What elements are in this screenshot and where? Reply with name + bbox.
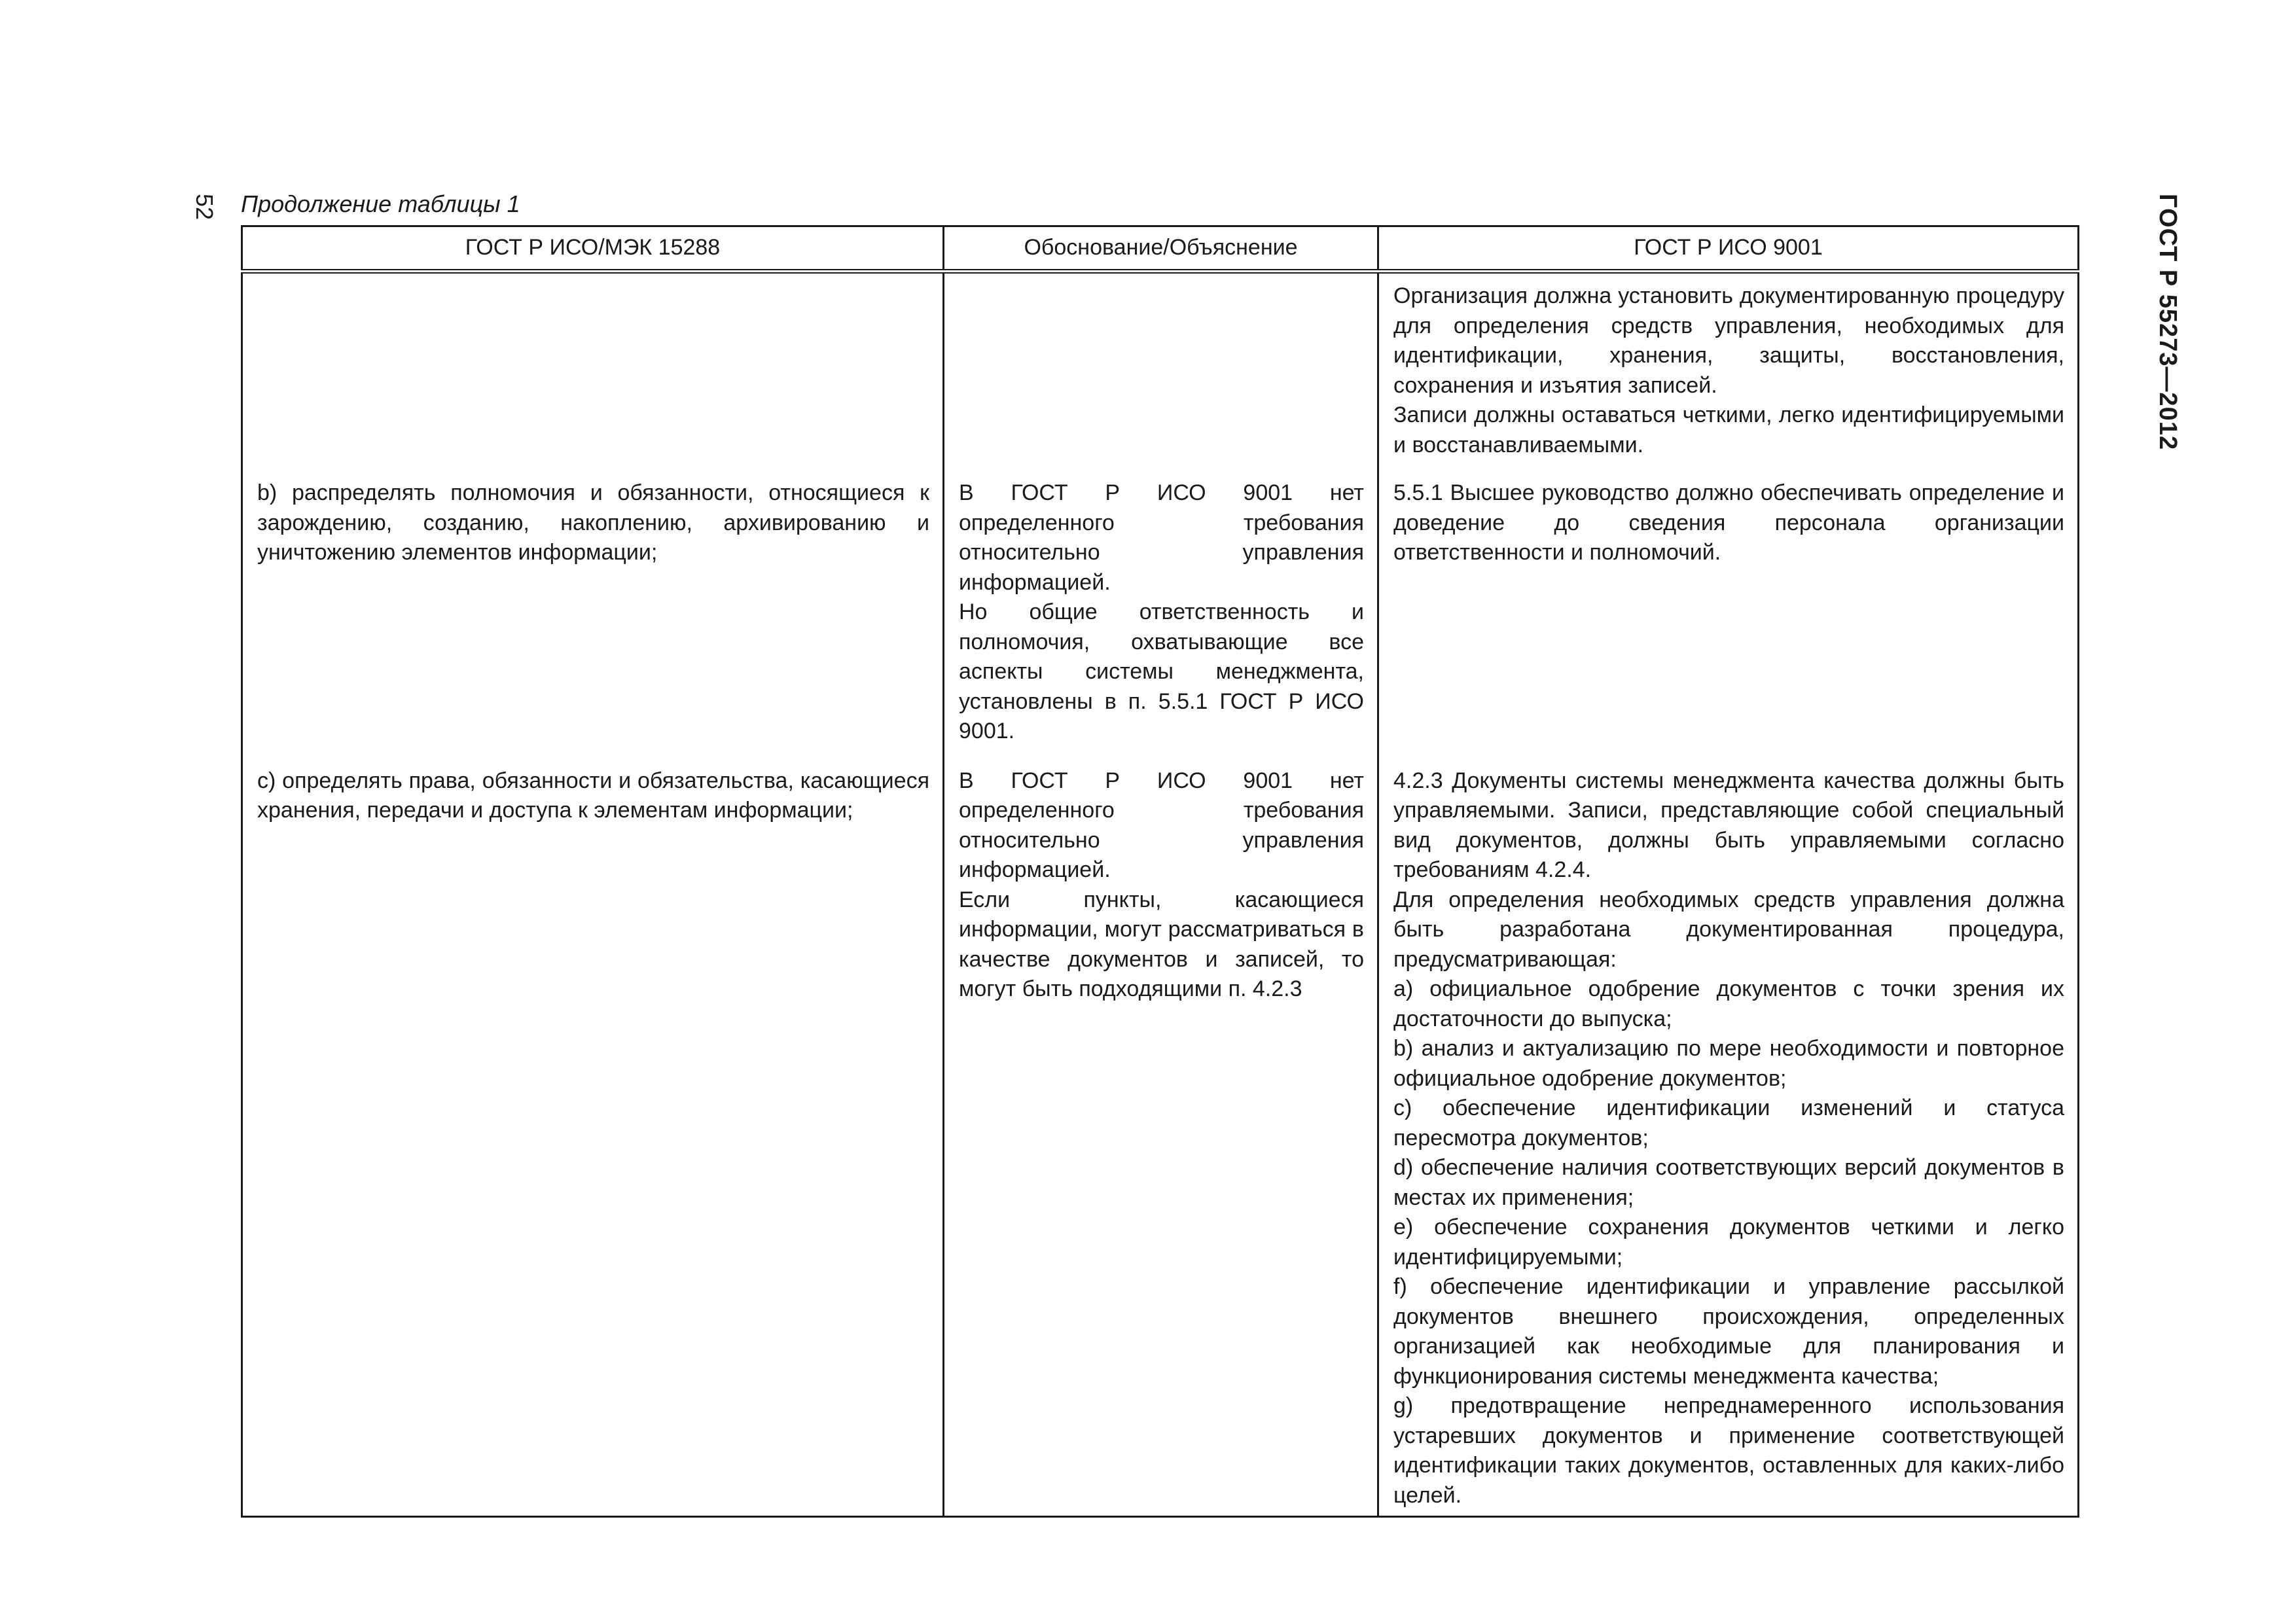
paragraph: Организация должна установить документированную процедуру для определения средств управления, необходимых для идентификации, хранения, защиты, восстановления, сохранения и изъятия записей. xyxy=(1393,283,2064,398)
paragraph: c) определять права, обязанности и обязательства, касающиеся хранения, передачи и доступа к элементам информации; xyxy=(257,768,929,823)
cell-justification xyxy=(944,766,1378,1517)
table-row xyxy=(242,478,2079,766)
cell-15288 xyxy=(242,478,944,766)
paragraph: Но общие ответственность и полномочия, охватывающие все аспекты системы менеджмента, установлены в п. 5.5.1 ГОСТ Р ИСО 9001. xyxy=(959,599,1364,743)
cell-9001 xyxy=(1378,478,2079,766)
paragraph: 5.5.1 Высшее руководство должно обеспечивать определение и доведение до сведения персонала организации ответственности и полномочий. xyxy=(1393,480,2064,565)
list-item: g) предотвращение непреднамеренного использования устаревших документов и применение соответствующей идентификации таких документов, оставленных для каких-либо целей. xyxy=(1393,1393,2064,1508)
paragraph: Если пункты, касающиеся информации, могут рассматриваться в качестве документов и записей, то могут быть подходящими п. 4.2.3 xyxy=(959,887,1364,1001)
header-gost-iso-9001: ГОСТ Р ИСО 9001 xyxy=(1378,226,2079,272)
page-number: 52 xyxy=(191,194,218,221)
paragraph: В ГОСТ Р ИСО 9001 нет определенного требования относительно управления информацией. xyxy=(959,480,1364,595)
paragraph: В ГОСТ Р ИСО 9001 нет определенного требования относительно управления информацией. xyxy=(959,768,1364,882)
paragraph: 4.2.3 Документы системы менеджмента качества должны быть управляемыми. Записи, представляющие собой специальный вид документов, должны быть управляемыми согласно требованиям 4.2.4. xyxy=(1393,768,2064,882)
paragraph: Для определения необходимых средств управления должна быть разработана документированная процедура, предусматривающая: xyxy=(1393,887,2064,972)
list-item: a) официальное одобрение документов с точки зрения их достаточности до выпуска; xyxy=(1393,976,2064,1031)
table-row xyxy=(242,766,2079,1517)
list-item: c) обеспечение идентификации изменений и статуса пересмотра документов; xyxy=(1393,1096,2064,1150)
document-code: ГОСТ Р 55273—2012 xyxy=(2154,194,2181,450)
header-justification: Обоснование/Объяснение xyxy=(944,226,1378,272)
list-item: f) обеспечение идентификации и управление рассылкой документов внешнего происхождения, определенных организацией как необходимые для планирования и функционирования системы менеджмента качества; xyxy=(1393,1274,2064,1389)
table-caption: Продолжение таблицы 1 xyxy=(241,190,520,217)
paragraph: b) распределять полномочия и обязанности, относящиеся к зарождению, созданию, накоплению, архивированию и уничтожению элементов информации; xyxy=(257,480,929,565)
cell-justification xyxy=(944,478,1378,766)
paragraph: Записи должны оставаться четкими, легко идентифицируемыми и восстанавливаемыми. xyxy=(1393,402,2064,457)
cell-15288 xyxy=(242,766,944,1517)
table-row xyxy=(242,272,2079,479)
list-item: d) обеспечение наличия соответствующих версий документов в местах их применения; xyxy=(1393,1155,2064,1210)
list-item: e) обеспечение сохранения документов четкими и легко идентифицируемыми; xyxy=(1393,1215,2064,1270)
cell-15288 xyxy=(242,272,944,479)
table-header-row xyxy=(242,226,2079,272)
list-item: b) анализ и актуализацию по мере необходимости и повторное официальное одобрение документов; xyxy=(1393,1036,2064,1091)
cell-justification xyxy=(944,272,1378,479)
cell-9001 xyxy=(1378,766,2079,1517)
cell-9001 xyxy=(1378,272,2079,479)
comparison-table xyxy=(241,225,2079,1518)
header-gost-iso-iec-15288: ГОСТ Р ИСО/МЭК 15288 xyxy=(242,226,944,272)
